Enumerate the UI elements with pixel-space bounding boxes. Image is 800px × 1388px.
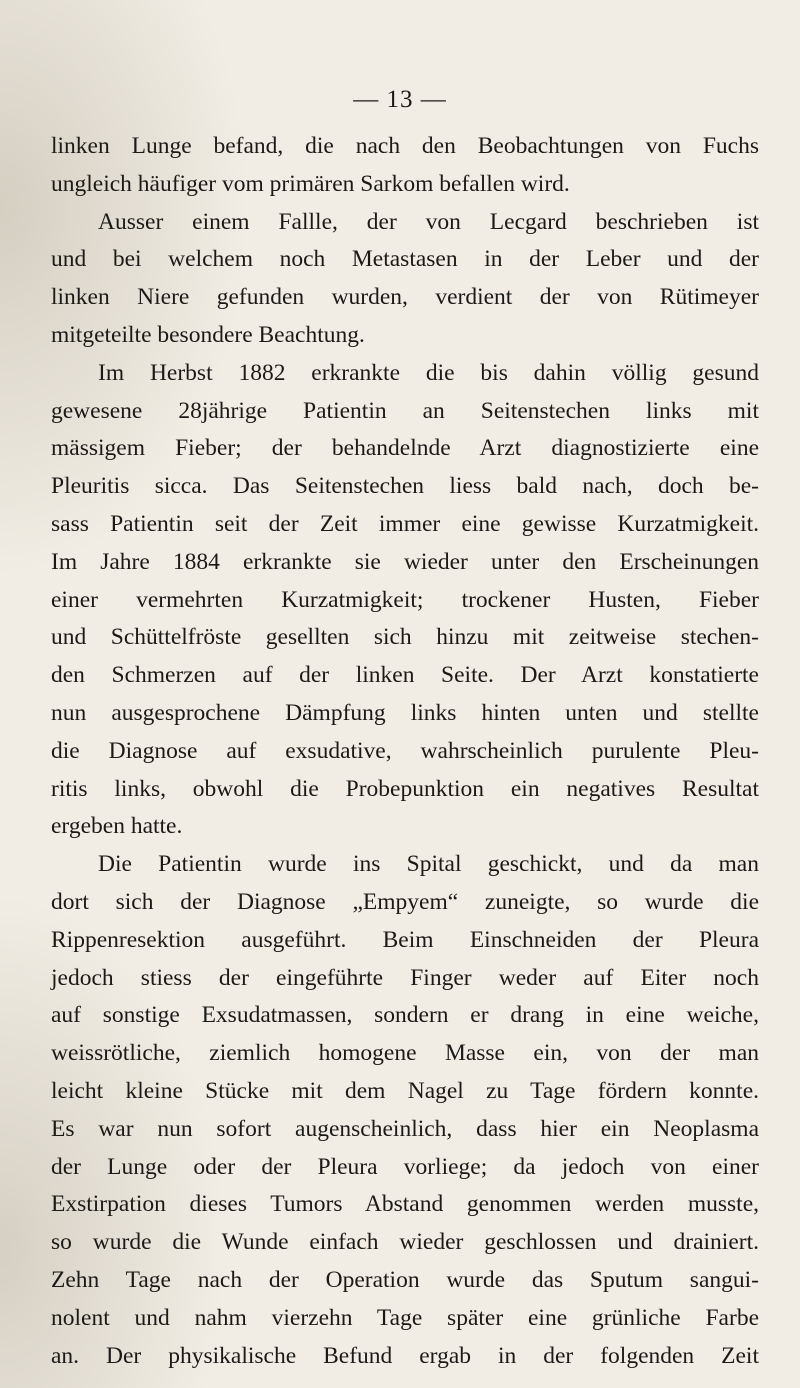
text-line: und Schüttelfröste gesellten sich hinzu mit zeitweise stechen-: [51, 624, 759, 651]
text-line: nolent und nahm vierzehn Tage später eine grünliche Farbe: [51, 1304, 759, 1331]
text-line: ergeben hatte.: [51, 813, 183, 840]
text-line: Im Jahre 1884 erkrankte sie wieder unter den Erscheinungen: [51, 548, 759, 575]
text-line: linken Niere gefunden wurden, verdient der von Rütimeyer: [51, 284, 759, 311]
text-line: weissrötliche, ziemlich homogene Masse ein, von der man: [51, 1040, 759, 1067]
text-line: Rippenresektion ausgeführt. Beim Einschneiden der Pleura: [51, 926, 759, 953]
text-line: an. Der physikalische Befund ergab in der folgenden Zeit: [51, 1342, 759, 1369]
text-line: ritis links, obwohl die Probepunktion ein negatives Resultat: [51, 775, 759, 802]
text-line: Zehn Tage nach der Operation wurde das Sputum sangui-: [51, 1266, 759, 1293]
text-line: mitgeteilte besondere Beachtung.: [51, 321, 365, 348]
text-line: der Lunge oder der Pleura vorliege; da jedoch von einer: [51, 1153, 759, 1180]
text-line: gewesene 28jährige Patientin an Seitenstechen links mit: [51, 397, 759, 424]
text-line: ungleich häufiger vom primären Sarkom befallen wird.: [51, 170, 570, 197]
text-line: mässigem Fieber; der behandelnde Arzt diagnostizierte eine: [51, 435, 759, 462]
text-line: den Schmerzen auf der linken Seite. Der Arzt konstatierte: [51, 662, 759, 689]
page-number: — 13 —: [353, 86, 447, 113]
text-line: Die Patientin wurde ins Spital geschickt, und da man: [98, 851, 759, 878]
text-line: Ausser einem Fallle, der von Lecgard beschrieben ist: [98, 208, 759, 235]
text-line: Im Herbst 1882 erkrankte die bis dahin völlig gesund: [98, 359, 759, 386]
text-line: dort sich der Diagnose „Empyem“ zuneigte, so wurde die: [51, 888, 759, 915]
text-line: Exstirpation dieses Tumors Abstand genommen werden musste,: [51, 1191, 759, 1218]
text-line: auf sonstige Exsudatmassen, sondern er drang in eine weiche,: [51, 1002, 759, 1029]
text-line: Pleuritis sicca. Das Seitenstechen liess bald nach, doch be-: [51, 473, 759, 500]
text-line: so wurde die Wunde einfach wieder geschlossen und drainiert.: [51, 1229, 759, 1256]
text-line: sass Patientin seit der Zeit immer eine gewisse Kurzatmigkeit.: [51, 510, 759, 537]
text-line: einer vermehrten Kurzatmigkeit; trockener Husten, Fieber: [51, 586, 759, 613]
text-line: nun ausgesprochene Dämpfung links hinten unten und stellte: [51, 699, 759, 726]
text-line: leicht kleine Stücke mit dem Nagel zu Tage fördern konnte.: [51, 1077, 759, 1104]
text-line: jedoch stiess der eingeführte Finger weder auf Eiter noch: [51, 964, 759, 991]
text-line: die Diagnose auf exsudative, wahrscheinlich purulente Pleu-: [51, 737, 759, 764]
text-line: und bei welchem noch Metastasen in der Leber und der: [51, 246, 759, 273]
text-line: Es war nun sofort augenscheinlich, dass hier ein Neoplasma: [51, 1115, 759, 1142]
text-line: linken Lunge befand, die nach den Beobachtungen von Fuchs: [51, 133, 759, 159]
body-text: [51, 128, 759, 1375]
